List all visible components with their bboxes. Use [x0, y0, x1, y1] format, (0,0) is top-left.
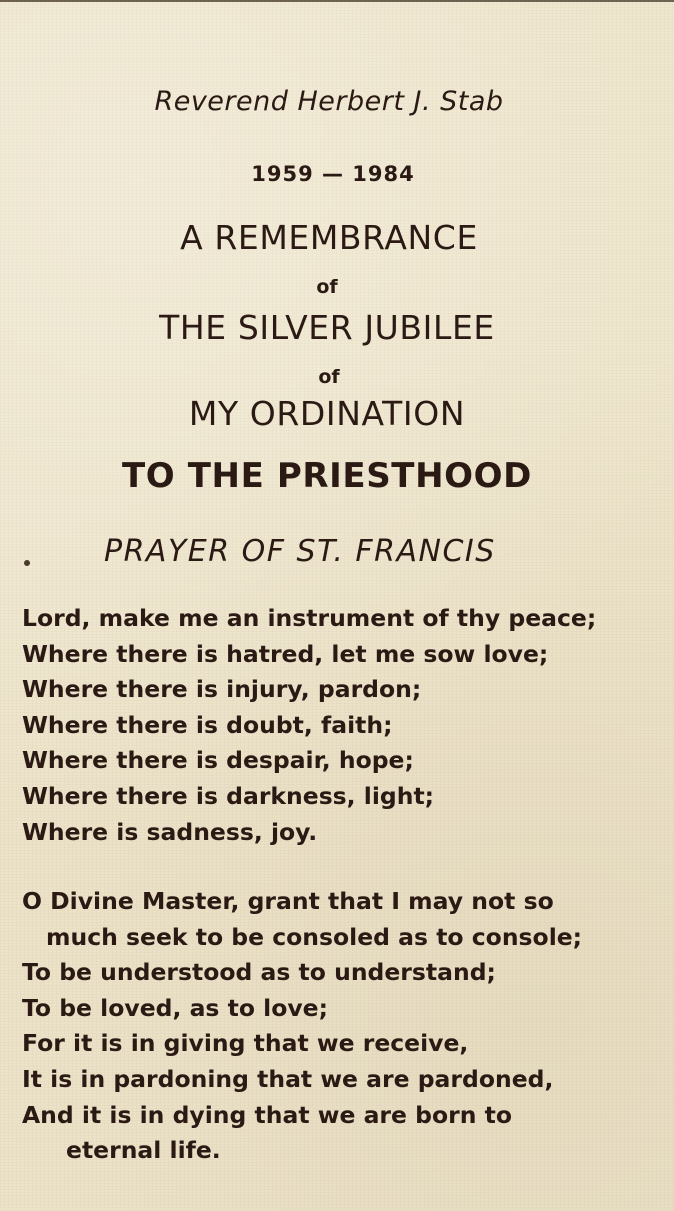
title-of-2: of	[318, 366, 340, 388]
prayer-line: For it is in giving that we receive,	[22, 1029, 469, 1058]
prayer-line: Where there is darkness, light;	[22, 781, 435, 810]
title-of-1: of	[316, 276, 338, 298]
prayer-line: Where there is hatred, let me sow love;	[22, 639, 549, 668]
prayer-line: And it is in dying that we are born to	[22, 1100, 512, 1129]
title-my-ordination: MY ORDINATION	[188, 394, 466, 433]
prayer-line: To be loved, as to love;	[22, 993, 329, 1022]
prayer-line: much seek to be consoled as to console;	[46, 922, 583, 951]
title-remembrance: A REMEMBRANCE	[180, 218, 478, 257]
prayer-stanza-2	[22, 884, 582, 1169]
prayer-stanza-1	[22, 601, 596, 850]
prayer-line: Where there is despair, hope;	[22, 746, 414, 775]
prayer-line: Lord, make me an instrument of thy peace;	[22, 604, 597, 632]
prayer-line: Where there is injury, pardon;	[22, 675, 422, 704]
prayer-line: To be understood as to understand;	[22, 958, 496, 987]
ink-speck-mark	[23, 559, 31, 567]
jubilee-years: 1959 — 1984	[251, 162, 415, 186]
title-to-the-priesthood: TO THE PRIESTHOOD	[122, 456, 532, 496]
prayer-line: Where there is doubt, faith;	[22, 710, 393, 739]
priest-name: Reverend Herbert J. Stab	[154, 86, 504, 117]
prayer-title: PRAYER OF ST. FRANCIS	[104, 534, 496, 569]
prayer-line: O Divine Master, grant that I may not so	[22, 887, 554, 915]
title-silver-jubilee: THE SILVER JUBILEE	[159, 308, 495, 347]
prayer-line: It is in pardoning that we are pardoned,	[22, 1064, 554, 1093]
prayer-line: Where is sadness, joy.	[22, 817, 318, 846]
prayer-line: eternal life.	[66, 1136, 221, 1165]
